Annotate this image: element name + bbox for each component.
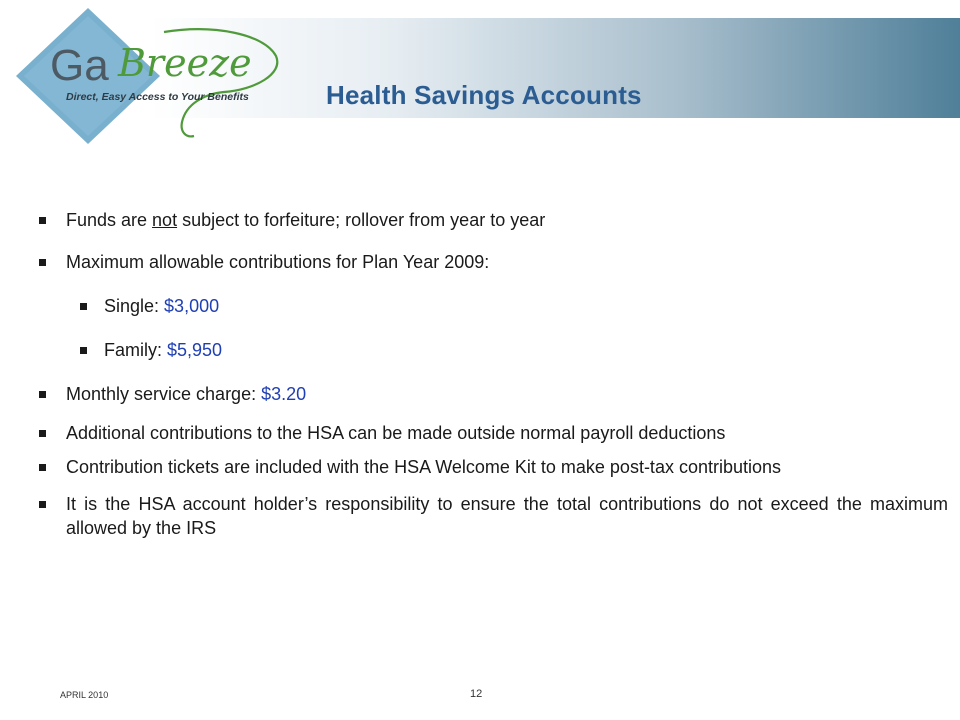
bullet-text: Maximum allowable contributions for Plan Year 2009:	[66, 252, 490, 272]
subbullet-single	[36, 294, 948, 318]
bullet-forfeiture	[36, 208, 948, 232]
bullet-square-icon	[39, 501, 46, 508]
bullet-service-charge	[36, 382, 948, 406]
bullet-text: Additional contributions to the HSA can be made outside normal payroll deductions	[66, 423, 726, 443]
bullet-label: Single:	[104, 296, 165, 316]
bullet-square-icon	[39, 217, 46, 224]
bullet-text: Funds are	[66, 210, 153, 230]
bullet-list	[36, 208, 948, 540]
bullet-max-contributions	[36, 250, 948, 274]
bullet-text: Contribution tickets are included with the HSA Welcome Kit to make post-tax contributions	[66, 457, 782, 477]
logo-tagline: Direct, Easy Access to Your Benefits	[66, 91, 249, 103]
footer-date: APRIL 2010	[60, 690, 109, 700]
bullet-square-icon	[39, 391, 46, 398]
bullet-square-icon	[80, 347, 87, 354]
logo-ga: Ga	[50, 41, 109, 90]
bullet-label: Monthly service charge:	[66, 384, 262, 404]
bullet-contribution-tickets	[36, 455, 948, 479]
bullet-value: $3.20	[261, 384, 307, 404]
bullet-label: Family:	[104, 340, 167, 360]
subbullet-family	[36, 338, 948, 362]
logo-breeze: Breeze	[118, 41, 252, 85]
gabreeze-logo	[14, 4, 304, 148]
bullet-square-icon	[39, 430, 46, 437]
bullet-text: It is the HSA account holder’s responsibility to ensure the total contributions do not exceed the maximum allowed by the IRS	[66, 494, 948, 538]
bullet-value: $3,000	[164, 296, 220, 316]
bullet-text: subject to forfeiture; rollover from year to year	[177, 210, 546, 230]
slide-title: Health Savings Accounts	[326, 80, 642, 110]
bullet-value: $5,950	[167, 340, 223, 360]
bullet-square-icon	[39, 464, 46, 471]
bullet-square-icon	[80, 303, 87, 310]
bullet-square-icon	[39, 259, 46, 266]
bullet-additional-contributions	[36, 421, 948, 445]
bullet-responsibility	[36, 492, 948, 540]
page-number: 12	[470, 688, 483, 700]
bullet-emphasis: not	[152, 210, 178, 230]
